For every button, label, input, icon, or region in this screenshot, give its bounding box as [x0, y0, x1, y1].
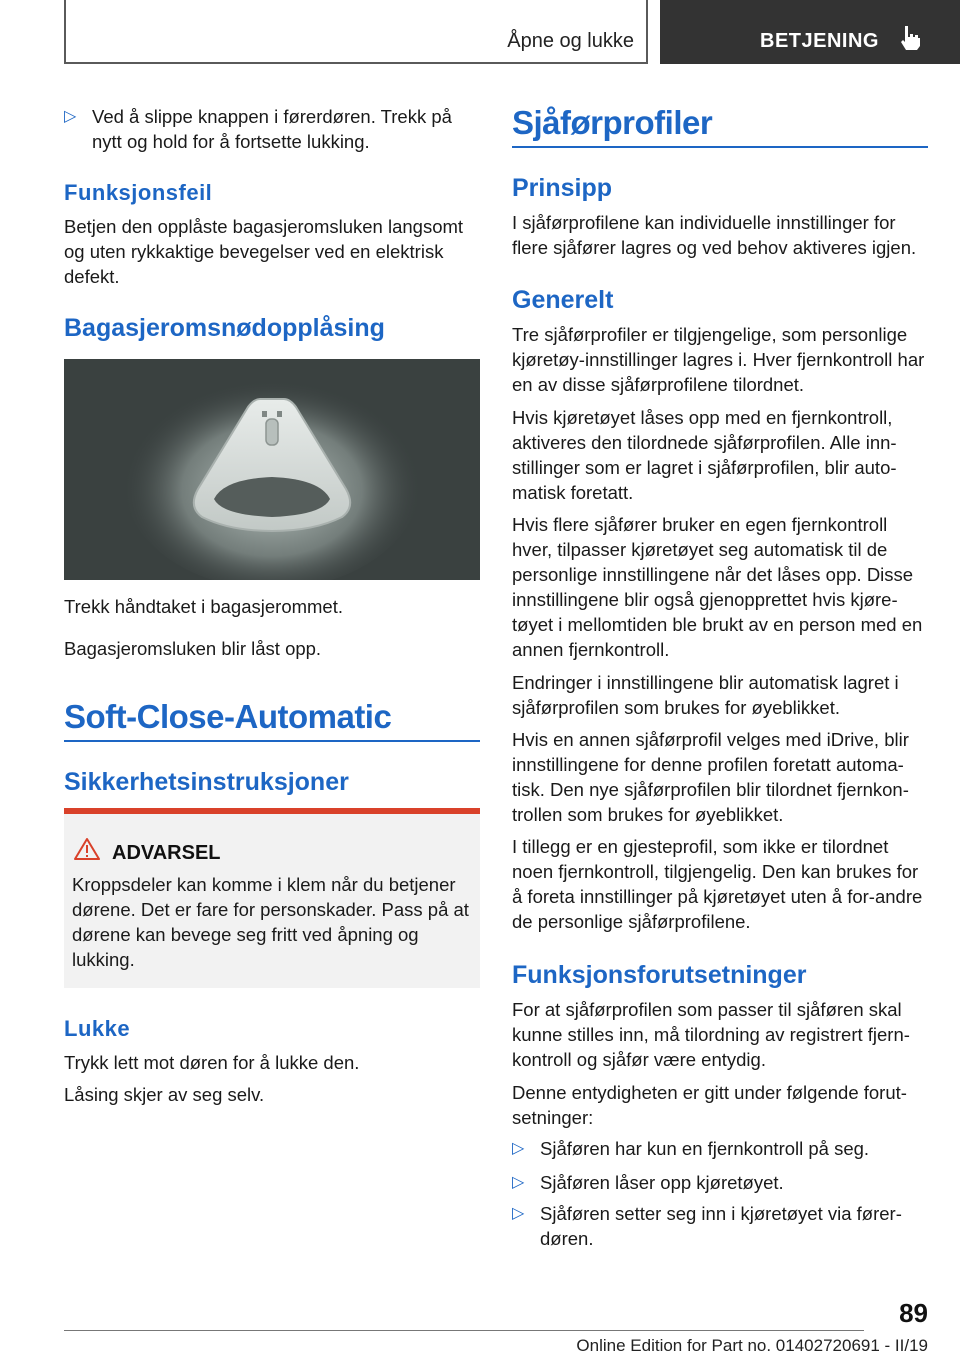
- list-item: [512, 1136, 928, 1161]
- generelt-paragraph-5: Hvis en annen sjåførprofil velges med iDrive, blir innstillingene for denne profilen foretatt automa-tisk. Den nye sjåførprofilen blir tilordnet fjernkon-trollen som brukes for øyeblikket.: [512, 729, 909, 825]
- bullet-text: Sjåføren har kun en fjernkontroll på seg.: [540, 1138, 870, 1159]
- section-divider: [64, 740, 480, 742]
- generelt-paragraph-6: I tillegg er en gjesteprofil, som ikke er tilordnet noen fjernkontroll, tilgjengelig. Den kan brukes for å foreta innstillinger på kjøretøyet uten å for-andre de personlige sjåførprofilene.: [512, 836, 923, 932]
- section-divider: [512, 146, 928, 148]
- section-label: Åpne og lukke: [507, 30, 634, 52]
- photo-caption-1: Trekk håndtaket i bagasjerommet.: [64, 596, 343, 617]
- sikkerhet-heading: Sikkerhetsinstruksjoner: [64, 768, 349, 796]
- trunk-handle-image: [64, 359, 480, 580]
- bullet-text: Sjåføren setter seg inn i kjøretøyet via fører-døren.: [540, 1203, 902, 1249]
- forutsetninger-paragraph-2: Denne entydigheten er gitt under følgende forut-setninger:: [512, 1082, 907, 1128]
- prinsipp-text: I sjåførprofilene kan individuelle innstillinger for flere sjåfører lagres og ved behov aktiveres igjen.: [512, 212, 917, 258]
- chapter-label: BETJENING: [760, 30, 879, 52]
- softclose-heading: Soft-Close-Automatic: [64, 698, 392, 735]
- generelt-paragraph-2: Hvis kjøretøyet låses opp med en fjernkontroll, aktiveres den tilordnede sjåførprofilen. Alle inn-stillinger som er lagret i sjåførprofilen, blir auto-matisk foretatt.: [512, 407, 897, 503]
- photo-caption-2: Bagasjeromsluken blir låst opp.: [64, 638, 322, 659]
- lukke-heading: Lukke: [64, 1016, 131, 1041]
- prinsipp-heading: Prinsipp: [512, 174, 613, 202]
- generelt-paragraph-4: Endringer i innstillingene blir automatisk lagret i sjåførprofilen som brukes for øyeblikket.: [512, 672, 899, 718]
- list-item: [64, 104, 480, 154]
- nodopplasing-heading: Bagasjeromsnødopplåsing: [64, 314, 385, 342]
- trunk-release-handle-photo: [64, 359, 480, 580]
- bullet-icon: ▷: [512, 1174, 525, 1191]
- forutsetninger-heading: Funksjonsforutsetninger: [512, 961, 807, 989]
- edition-footer: Online Edition for Part no. 01402720691 - II/19: [576, 1336, 928, 1355]
- bullet-icon: ▷: [512, 1205, 525, 1222]
- footer-divider: [64, 1330, 864, 1331]
- forutsetninger-paragraph-1: For at sjåførprofilen som passer til sjåføren skal kunne stilles inn, må tilordning av registrert fjern-kontroll og sjåfør være entydig.: [512, 999, 910, 1070]
- bullet-text: Sjåføren låser opp kjøretøyet.: [540, 1172, 784, 1193]
- list-item: [512, 1201, 902, 1251]
- warning-box: [64, 808, 480, 988]
- list-item: [512, 1170, 928, 1195]
- lukke-text-2: Låsing skjer av seg selv.: [64, 1084, 265, 1105]
- header-chapter-tab: [660, 0, 960, 64]
- page-number: 89: [899, 1298, 928, 1328]
- bullet-icon: ▷: [64, 108, 77, 125]
- warning-text: Kroppsdeler kan komme i klem når du betjener dørene. Det er fare for personskader. Pass på at dørene kan bevege seg fritt ved åpning og lukking.: [72, 874, 469, 970]
- main-heading: Sjåførprofiler: [512, 104, 713, 141]
- pointing-hand-icon: [898, 24, 922, 52]
- generelt-heading: Generelt: [512, 286, 614, 314]
- warning-title: ADVARSEL: [112, 842, 221, 864]
- header-section-tab: [64, 0, 648, 64]
- generelt-paragraph-3: Hvis flere sjåfører bruker en egen fjernkontroll hver, tilpasser kjøretøyet seg automatisk til de personlige innstillingene når det låses opp. Disse innstillingene blir også gjenopprettet hvis kjøre-tøyet i mellomtiden ble brukt av en person med en annen fjernkontroll.: [512, 514, 923, 660]
- generelt-paragraph-1: Tre sjåførprofiler er tilgjengelige, som personlige kjøretøy-innstillinger lagres i. Hver fjernkontroll har en av disse sjåførprofilene tilordnet.: [512, 324, 925, 395]
- bullet-text: Ved å slippe knappen i førerdøren. Trekk på nytt og hold for å fortsette lukking.: [92, 106, 452, 152]
- warning-triangle-icon: [74, 837, 100, 861]
- funksjonsfeil-text: Betjen den opplåste bagasjeromsluken langsomt og uten rykkaktige bevegelser ved en elektrisk defekt.: [64, 216, 464, 287]
- funksjonsfeil-heading: Funksjonsfeil: [64, 180, 213, 205]
- bullet-icon: ▷: [512, 1140, 525, 1157]
- lukke-text-1: Trykk lett mot døren for å lukke den.: [64, 1052, 360, 1073]
